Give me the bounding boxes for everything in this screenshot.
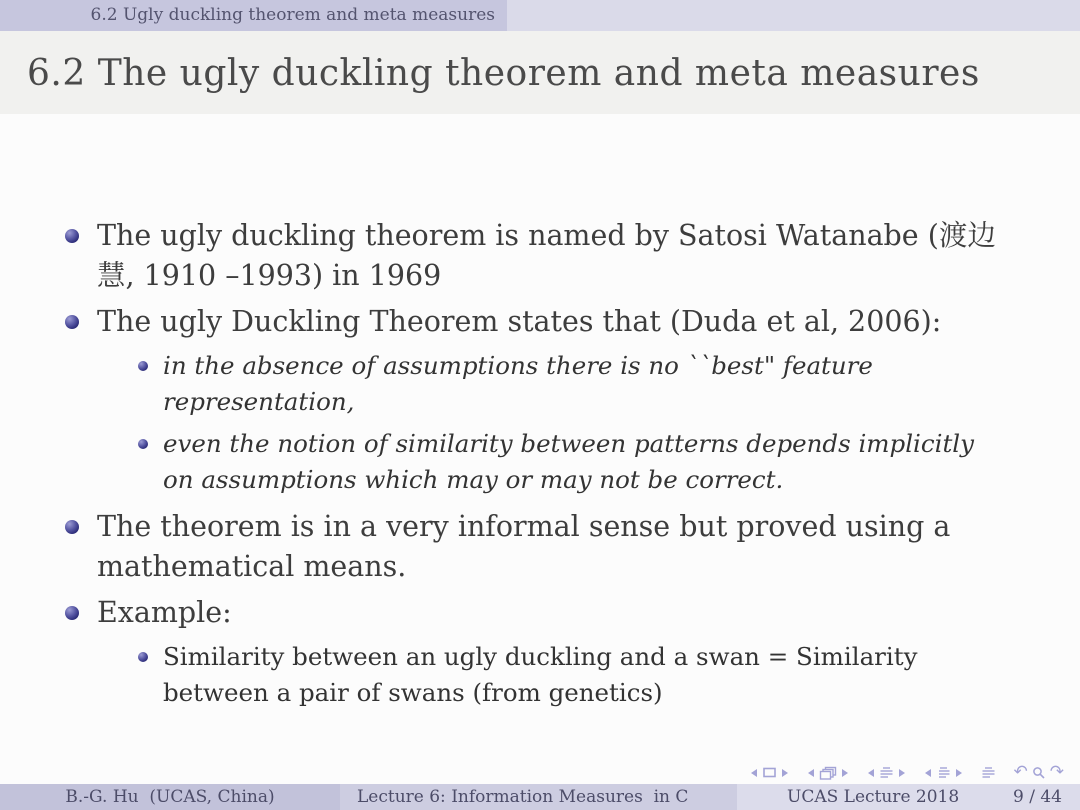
next-subsection-icon[interactable] (955, 768, 963, 778)
bullet-text: The ugly duckling theorem is named by Satosi Watanabe (渡边慧, 1910 –1993) in 1969 (97, 219, 996, 292)
footer-lecture-title: Lecture 6: Information Measures in C (340, 784, 737, 810)
back-icon[interactable]: ↶ (1013, 762, 1028, 782)
next-slide-icon[interactable] (781, 768, 789, 778)
search-icon[interactable] (1032, 766, 1046, 780)
beamer-nav-bar (737, 764, 1065, 781)
prev-slide-icon[interactable] (750, 768, 758, 778)
footer-venue: UCAS Lecture 2018 (787, 787, 960, 807)
bullet-icon (138, 439, 148, 449)
bullet-icon (65, 315, 79, 329)
sub-bullet-item (0, 348, 1080, 420)
bullet-text: even the notion of similarity between patterns depends implicitly on assumptions which may or may not be correct. (163, 429, 974, 494)
sub-bullet-item (0, 426, 1080, 498)
appendix-nav-group (981, 766, 996, 779)
bullet-icon (138, 361, 148, 371)
bullet-icon (65, 520, 79, 534)
subsection-icon[interactable] (936, 766, 951, 779)
appendix-icon[interactable] (981, 766, 996, 779)
bullet-icon (65, 606, 79, 620)
history-nav-group (1014, 764, 1065, 781)
forward-icon[interactable]: ↷ (1049, 762, 1064, 782)
page-title: 6.2 The ugly duckling theorem and meta measures (27, 53, 980, 94)
footer-page-number: 9 / 44 (1013, 787, 1062, 807)
headline-bar-spacer (507, 0, 1080, 31)
frame-icon[interactable] (819, 766, 837, 780)
bullet-item (0, 593, 1080, 633)
sub-bullet-item (0, 639, 1080, 711)
next-frame-icon[interactable] (841, 768, 849, 778)
headline-section-label: 6.2 Ugly duckling theorem and meta measures (0, 0, 507, 31)
bullet-text: The theorem is in a very informal sense but proved using a mathematical means. (97, 510, 951, 583)
prev-frame-icon[interactable] (807, 768, 815, 778)
bullet-text: in the absence of assumptions there is no ``best" feature representation, (163, 351, 873, 416)
bullet-text: The ugly Duckling Theorem states that (Duda et al, 2006): (97, 305, 942, 338)
section-icon[interactable] (879, 766, 894, 779)
subsection-nav-group (924, 766, 963, 779)
section-nav-group (867, 766, 906, 779)
title-band (0, 31, 1080, 114)
bullet-icon (65, 229, 79, 243)
prev-subsection-icon[interactable] (924, 768, 932, 778)
frame-nav-group (807, 766, 849, 780)
bullet-item (0, 507, 1080, 587)
bullet-item (0, 302, 1080, 342)
slide-body (0, 114, 1080, 717)
headline-bar (0, 0, 1080, 31)
bullet-text: Example: (97, 596, 232, 629)
next-section-icon[interactable] (898, 768, 906, 778)
footline (0, 784, 1080, 810)
bullet-text: Similarity between an ugly duckling and a swan = Similarity between a pair of swans (from genetics) (163, 642, 918, 707)
slide-nav-group (750, 766, 789, 779)
footer-author: B.-G. Hu (UCAS, China) (0, 784, 340, 810)
slide-icon[interactable] (762, 766, 777, 779)
prev-section-icon[interactable] (867, 768, 875, 778)
footer-venue-segment (737, 784, 1080, 810)
bullet-item (0, 216, 1080, 296)
bullet-icon (138, 652, 148, 662)
